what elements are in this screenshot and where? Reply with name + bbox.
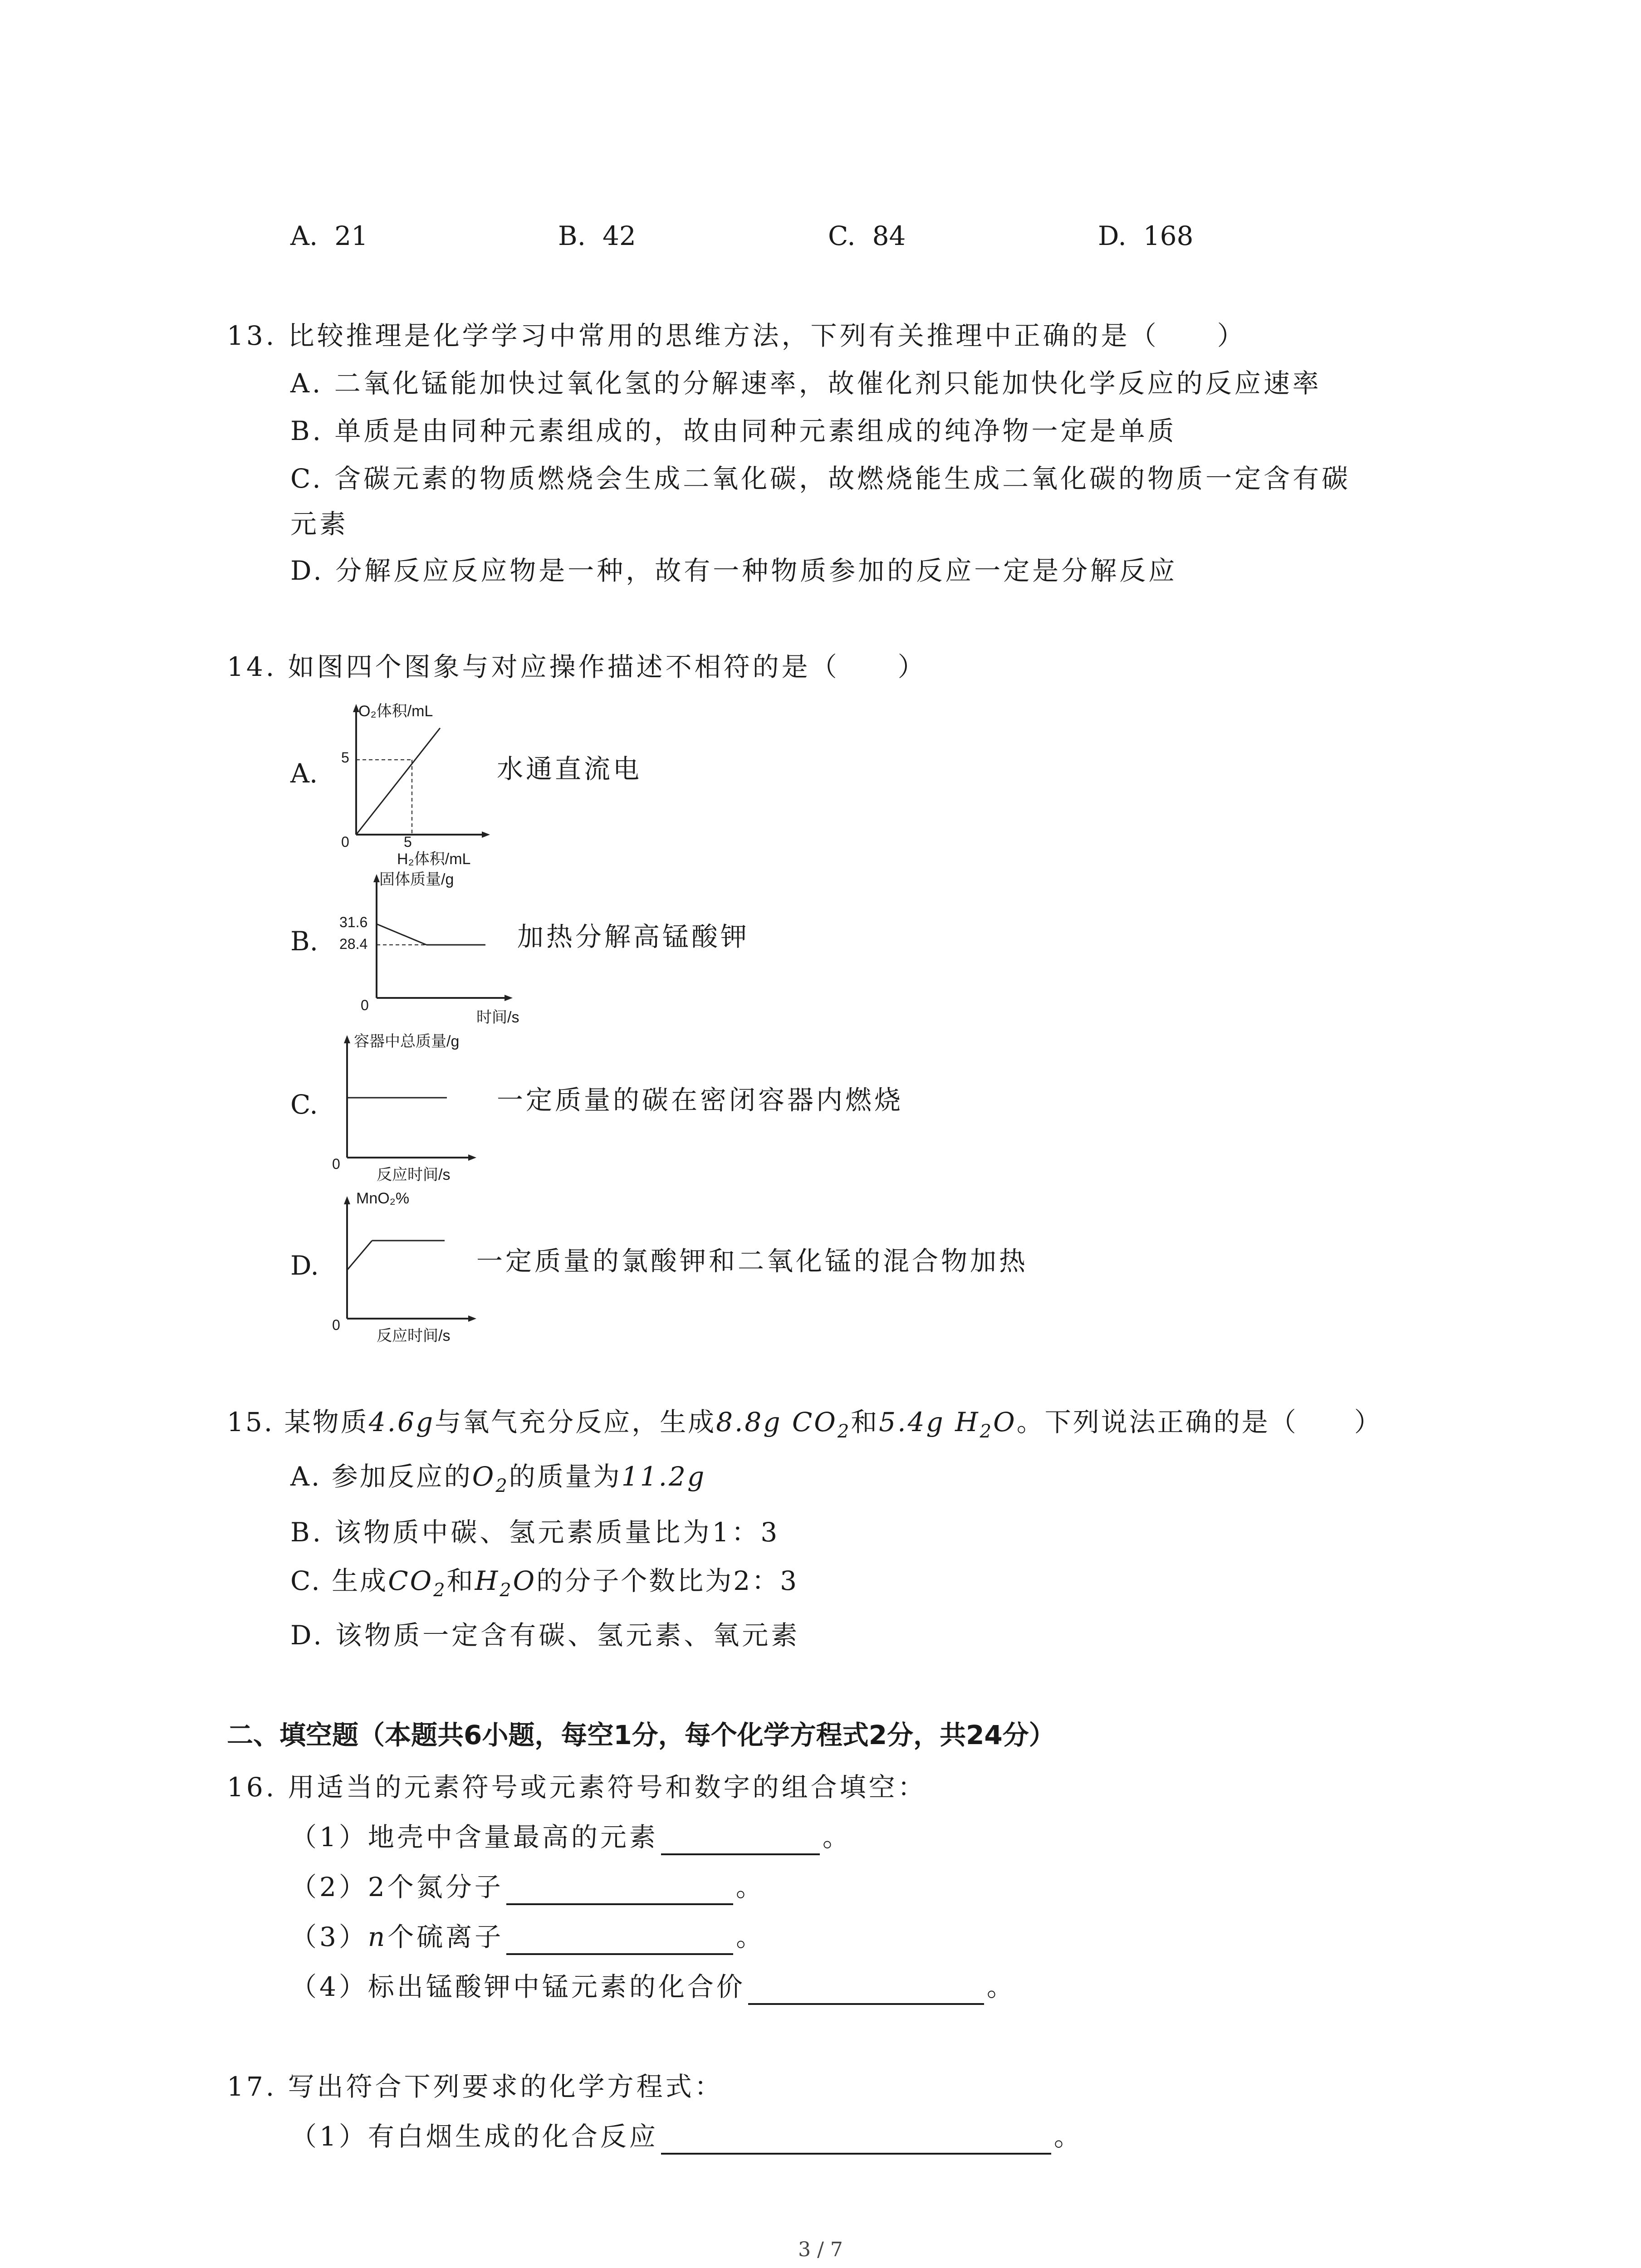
q17-stem: 17. 写出符合下列要求的化学方程式： [227,2071,724,2102]
graph-c-origin: 0 [332,1156,340,1172]
graph-a-xtick: 5 [404,834,412,850]
graph-c-ylabel: 容器中总质量/g [354,1033,460,1050]
q13-option-c-cont: 元素 [290,508,349,539]
section2-title: 二、填空题（本题共6小题，每空1分，每个化学方程式2分，共24分） [227,1720,1055,1750]
graph-d-y-arrow [344,1196,350,1204]
graph-a-svg [336,699,508,866]
q12-option-a[interactable]: A. 21 [290,220,368,251]
q14-b-desc: 加热分解高锰酸钾 [517,921,750,952]
q14-graph-a [336,699,508,866]
q17-blank-1[interactable] [661,2126,1051,2155]
q12-option-b[interactable]: B. 42 [558,220,636,251]
q15-option-a[interactable]: A. 参加反应的$O_2$的质量为11.2g [290,1461,706,1496]
q17-item-1: （1）有白烟生成的化合反应 。 [290,2118,1083,2155]
q14-c-desc: 一定质量的碳在密闭容器内燃烧 [497,1085,904,1115]
q16-stem: 16. 用适当的元素符号或元素符号和数字的组合填空： [227,1772,927,1803]
graph-d-xlabel: 反应时间/s [377,1327,451,1344]
graph-a-origin: 0 [341,834,349,850]
graph-d-origin: 0 [332,1317,340,1333]
q16-item-4: （4）标出锰酸钾中锰元素的化合价 。 [290,1969,1016,2005]
graph-a-ylabel: O₂体积/mL [358,703,433,720]
q14-graph-b [336,869,526,1025]
graph-a-line [356,728,440,835]
q14-b-label[interactable]: B. [290,926,318,957]
graph-b-xlabel: 时间/s [476,1009,519,1026]
q15-stem: 15. 某物质4.6g与氧气充分反应，生成8.8g $CO_2$和5.4g $H_2O$。下列说法正确的是（ ） [227,1407,1382,1442]
q16-blank-3[interactable] [506,1926,733,1955]
graph-b-x-arrow [505,995,513,1001]
graph-a-xlabel: H₂体积/mL [397,850,471,868]
q13-option-c[interactable]: C. 含碳元素的物质燃烧会生成二氧化碳，故燃烧能生成二氧化碳的物质一定含有碳 [290,463,1351,494]
graph-c-xlabel: 反应时间/s [377,1166,451,1183]
graph-b-decline [377,924,426,945]
graph-a-ytick: 5 [341,749,349,766]
graph-b-origin: 0 [361,997,369,1013]
graph-b-ytick-lo: 28.4 [339,936,368,952]
q14-d-label[interactable]: D. [290,1250,319,1281]
graph-d-x-arrow [468,1315,476,1322]
q13-option-b[interactable]: B. 单质是由同种元素组成的，故由同种元素组成的纯净物一定是单质 [290,415,1177,446]
graph-b-ylabel: 固体质量/g [379,871,454,888]
q12-option-c[interactable]: C. 84 [828,220,906,251]
q12-options [290,218,1470,254]
q13-option-d[interactable]: D. 分解反应反应物是一种，故有一种物质参加的反应一定是分解反应 [290,555,1178,586]
q14-a-label[interactable]: A. [290,758,318,789]
page-number: 3 / 7 [798,2238,843,2261]
q14-a-desc: 水通直流电 [497,753,642,784]
q15-option-b[interactable]: B. 该物质中碳、氢元素质量比为1：3 [290,1517,780,1548]
q15-option-d[interactable]: D. 该物质一定含有碳、氢元素、氧元素 [290,1620,800,1651]
q16-blank-1[interactable] [661,1826,820,1855]
graph-c-y-arrow [344,1035,350,1043]
q13-option-a[interactable]: A. 二氧化锰能加快过氧化氢的分解速率，故催化剂只能加快化学反应的反应速率 [290,368,1322,399]
q16-item-1: （1）地壳中含量最高的元素 。 [290,1819,852,1855]
q16-blank-4[interactable] [748,1976,984,2005]
q16-item-2: （2）2个氮分子 。 [290,1869,765,1905]
q13-stem: 13. 比较推理是化学学习中常用的思维方法，下列有关推理中正确的是（ ） [227,320,1246,351]
q14-d-desc: 一定质量的氯酸钾和二氧化锰的混合物加热 [476,1246,1029,1276]
q12-option-d[interactable]: D. 168 [1098,220,1194,251]
q14-c-label[interactable]: C. [290,1089,318,1120]
q14-stem: 14. 如图四个图象与对应操作描述不相符的是（ ） [227,651,927,682]
graph-a-x-arrow [482,831,490,838]
graph-d-ylabel: MnO₂% [356,1190,410,1207]
graph-b-y-arrow [373,874,380,882]
q16-item-3: （3）n个硫离子 。 [290,1919,765,1955]
q16-blank-2[interactable] [506,1876,733,1905]
q14-graph-c [332,1030,508,1186]
q15-option-c[interactable]: C. 生成$CO_2$和$H_2O$的分子个数比为2：3 [290,1565,799,1601]
graph-b-ytick-hi: 31.6 [339,914,368,930]
graph-c-x-arrow [468,1154,476,1161]
graph-d-rise [347,1241,372,1270]
